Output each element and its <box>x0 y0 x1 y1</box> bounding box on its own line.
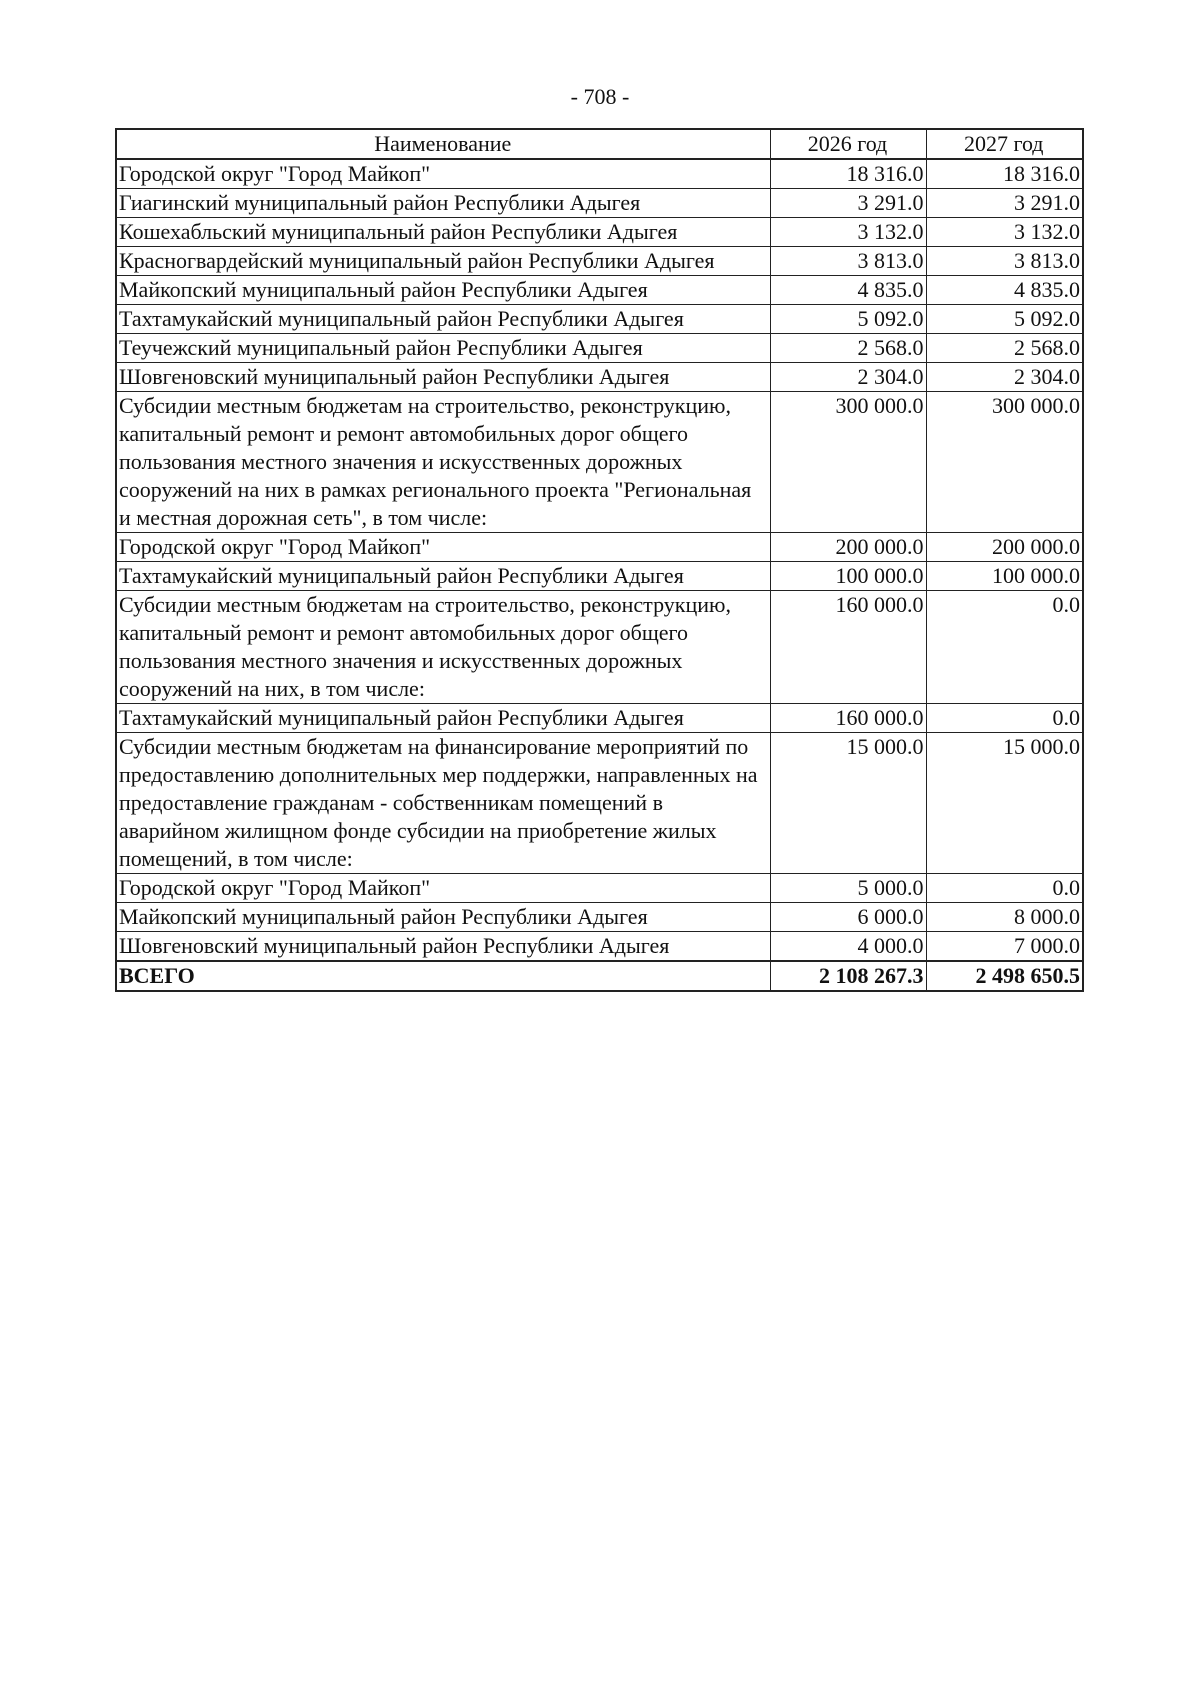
table-body <box>116 159 1083 961</box>
table-row <box>116 591 1083 704</box>
table-header-row <box>116 129 1083 159</box>
row-value-2027: 3 813.0 <box>926 247 1083 276</box>
row-value-2026: 160 000.0 <box>770 591 926 704</box>
row-name: Субсидии местным бюджетам на строительство, реконструкцию, капитальный ремонт и ремонт автомобильных дорог общего пользования местного значения и искусственных дорожных сооружений на них в рамках регионального проекта "Региональная и местная дорожная сеть", в том числе: <box>116 392 770 533</box>
row-value-2027: 3 291.0 <box>926 189 1083 218</box>
row-value-2027: 15 000.0 <box>926 733 1083 874</box>
header-name: Наименование <box>116 129 770 159</box>
row-name: Гиагинский муниципальный район Республики Адыгея <box>116 189 770 218</box>
row-value-2027: 2 568.0 <box>926 334 1083 363</box>
row-value-2026: 5 000.0 <box>770 874 926 903</box>
row-name: Кошехабльский муниципальный район Республики Адыгея <box>116 218 770 247</box>
total-row <box>116 961 1083 991</box>
total-2026: 2 108 267.3 <box>770 961 926 991</box>
row-name: Майкопский муниципальный район Республики Адыгея <box>116 276 770 305</box>
row-name: Красногвардейский муниципальный район Республики Адыгея <box>116 247 770 276</box>
row-value-2026: 4 000.0 <box>770 932 926 962</box>
total-label: ВСЕГО <box>116 961 770 991</box>
row-name: Субсидии местным бюджетам на финансирование мероприятий по предоставлению дополнительных мер поддержки, направленных на предоставление гражданам - собственникам помещений в аварийном жилищном фонде субсидии на приобретение жилых помещений, в том числе: <box>116 733 770 874</box>
table-row <box>116 562 1083 591</box>
table-row <box>116 334 1083 363</box>
row-value-2027: 5 092.0 <box>926 305 1083 334</box>
total-2027: 2 498 650.5 <box>926 961 1083 991</box>
table-row <box>116 392 1083 533</box>
row-value-2026: 18 316.0 <box>770 159 926 189</box>
row-value-2026: 160 000.0 <box>770 704 926 733</box>
header-2026: 2026 год <box>770 129 926 159</box>
page-number: - 708 - <box>570 84 630 109</box>
row-value-2026: 2 568.0 <box>770 334 926 363</box>
table-row <box>116 363 1083 392</box>
row-name: Тахтамукайский муниципальный район Республики Адыгея <box>116 704 770 733</box>
row-name: Тахтамукайский муниципальный район Республики Адыгея <box>116 305 770 334</box>
row-name: Шовгеновский муниципальный район Республики Адыгея <box>116 363 770 392</box>
row-value-2026: 3 813.0 <box>770 247 926 276</box>
row-value-2027: 18 316.0 <box>926 159 1083 189</box>
budget-table <box>115 128 1084 992</box>
row-value-2027: 3 132.0 <box>926 218 1083 247</box>
row-value-2026: 3 291.0 <box>770 189 926 218</box>
row-value-2027: 0.0 <box>926 874 1083 903</box>
table-row <box>116 533 1083 562</box>
row-name: Субсидии местным бюджетам на строительство, реконструкцию, капитальный ремонт и ремонт автомобильных дорог общего пользования местного значения и искусственных дорожных сооружений на них, в том числе: <box>116 591 770 704</box>
row-value-2026: 6 000.0 <box>770 903 926 932</box>
row-value-2026: 300 000.0 <box>770 392 926 533</box>
row-value-2026: 100 000.0 <box>770 562 926 591</box>
row-value-2027: 7 000.0 <box>926 932 1083 962</box>
row-value-2027: 0.0 <box>926 591 1083 704</box>
table-row <box>116 189 1083 218</box>
header-2027: 2027 год <box>926 129 1083 159</box>
row-name: Тахтамукайский муниципальный район Республики Адыгея <box>116 562 770 591</box>
row-name: Городской округ "Город Майкоп" <box>116 874 770 903</box>
row-value-2027: 300 000.0 <box>926 392 1083 533</box>
table-row <box>116 159 1083 189</box>
row-value-2026: 4 835.0 <box>770 276 926 305</box>
row-name: Городской округ "Город Майкоп" <box>116 533 770 562</box>
table-row <box>116 932 1083 962</box>
row-value-2026: 5 092.0 <box>770 305 926 334</box>
row-value-2026: 200 000.0 <box>770 533 926 562</box>
table-row <box>116 903 1083 932</box>
table-row <box>116 874 1083 903</box>
row-value-2027: 4 835.0 <box>926 276 1083 305</box>
row-value-2027: 8 000.0 <box>926 903 1083 932</box>
row-name: Шовгеновский муниципальный район Республики Адыгея <box>116 932 770 962</box>
row-value-2027: 100 000.0 <box>926 562 1083 591</box>
row-name: Теучежский муниципальный район Республики Адыгея <box>116 334 770 363</box>
row-value-2026: 2 304.0 <box>770 363 926 392</box>
table-row <box>116 276 1083 305</box>
table-row <box>116 218 1083 247</box>
table-row <box>116 305 1083 334</box>
row-value-2027: 0.0 <box>926 704 1083 733</box>
row-name: Городской округ "Город Майкоп" <box>116 159 770 189</box>
row-value-2026: 3 132.0 <box>770 218 926 247</box>
table-row <box>116 733 1083 874</box>
row-value-2026: 15 000.0 <box>770 733 926 874</box>
table-row <box>116 247 1083 276</box>
row-value-2027: 2 304.0 <box>926 363 1083 392</box>
row-name: Майкопский муниципальный район Республики Адыгея <box>116 903 770 932</box>
table-row <box>116 704 1083 733</box>
row-value-2027: 200 000.0 <box>926 533 1083 562</box>
